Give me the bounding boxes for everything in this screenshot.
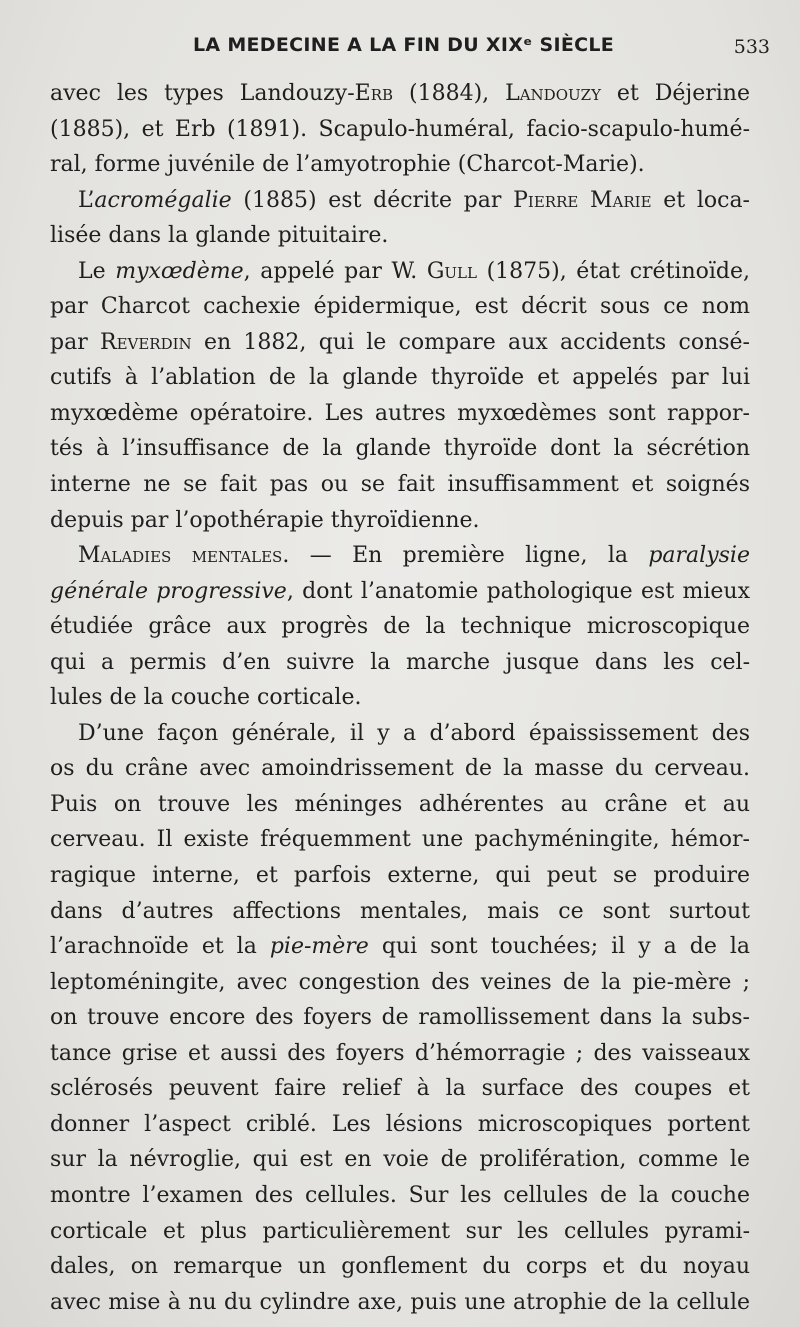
text-line xyxy=(50,1036,750,1072)
text-line xyxy=(50,858,750,894)
body-text xyxy=(50,76,750,1320)
text-line xyxy=(50,1285,750,1321)
text-line xyxy=(50,574,750,610)
text-segment: (1885), et Erb (1891). Scapulo-huméral, facio-scapulo-humé- xyxy=(50,116,750,142)
text-segment: par Charcot cachexie épidermique, est décrit sous ce nom xyxy=(50,294,750,320)
text-segment: , appelé par W. xyxy=(243,258,427,284)
text-line xyxy=(50,396,750,432)
text-segment: l’arachnoïde et la xyxy=(50,934,270,960)
text-line xyxy=(50,76,750,112)
text-segment: dans d’autres affections mentales, mais ce sont surtout xyxy=(50,898,750,924)
italic-text: paralysie xyxy=(648,543,750,569)
text-segment: donner l’aspect criblé. Les lésions microscopiques portent xyxy=(50,1111,750,1137)
text-line xyxy=(50,360,750,396)
text-line xyxy=(50,183,750,219)
text-segment: (1884), xyxy=(393,81,506,106)
text-line xyxy=(50,1142,750,1178)
text-segment: D’une façon générale, il y a d’abord épaississement des xyxy=(78,720,750,746)
running-title: LA MEDECINE A LA FIN DU XIXᵉ SIÈCLE xyxy=(193,34,615,56)
text-segment: tance grise et aussi des foyers d’hémorragie ; des vaisseaux xyxy=(50,1040,750,1066)
text-segment: étudiée grâce aux progrès de la technique microscopique xyxy=(50,614,750,640)
text-line xyxy=(50,1178,750,1214)
text-segment: os du crâne avec amoindrissement de la masse du cerveau. xyxy=(50,756,750,782)
text-segment: sclérosés peuvent faire relief à la surface des coupes et xyxy=(50,1076,750,1102)
text-segment: dales, on remarque un gonflement du corps et du noyau xyxy=(50,1254,750,1280)
text-line xyxy=(50,680,750,716)
small-caps-text: Maladies mentales xyxy=(78,543,283,569)
text-segment: interne ne se fait pas ou se fait insuffisamment et soignés xyxy=(50,472,750,498)
text-segment: qui sont touchées; il y a de la xyxy=(368,934,750,960)
text-line xyxy=(50,503,750,539)
text-line xyxy=(50,1107,750,1143)
text-segment: , dont l’anatomie pathologique est mieux xyxy=(286,578,750,604)
text-line xyxy=(50,1000,750,1036)
text-line xyxy=(50,431,750,467)
text-line xyxy=(50,147,750,183)
text-line xyxy=(50,218,750,254)
text-segment: L’ xyxy=(78,187,95,213)
italic-text: acromégalie xyxy=(94,187,232,213)
small-caps-text: Erb xyxy=(354,81,394,106)
text-segment: avec les types Landouzy- xyxy=(50,81,355,106)
text-segment: avec mise à nu du cylindre axe, puis une atrophie de la cellule xyxy=(50,1289,750,1315)
text-segment: leptoméningite, avec congestion des veines de la pie-mère ; xyxy=(50,969,750,995)
text-segment: on trouve encore des foyers de ramollissement dans la subs- xyxy=(50,1005,750,1031)
italic-text: pie-mère xyxy=(269,934,369,960)
text-segment: ragique interne, et parfois externe, qui peut se produire xyxy=(50,863,750,889)
text-segment: Puis on trouve les méninges adhérentes au crâne et au xyxy=(50,791,750,817)
small-caps-text: Reverdin xyxy=(100,329,192,355)
text-segment: depuis par l’opothérapie thyroïdienne. xyxy=(50,507,480,533)
text-segment: montre l’examen des cellules. Sur les cellules de la couche xyxy=(50,1182,750,1208)
text-line xyxy=(50,645,750,681)
text-line xyxy=(50,822,750,858)
text-segment: et Déjerine xyxy=(600,81,750,106)
text-line xyxy=(50,787,750,823)
text-line xyxy=(50,1071,750,1107)
text-line xyxy=(50,965,750,1001)
text-segment: (1875), état crétinoïde, xyxy=(476,258,750,284)
italic-text: générale progressive xyxy=(50,578,287,604)
text-line xyxy=(50,929,750,965)
page-number: 533 xyxy=(733,36,770,58)
text-segment: corticale et plus particulièrement sur les cellules pyrami- xyxy=(50,1218,750,1244)
italic-text: myxœdème xyxy=(115,258,244,284)
text-segment: Le xyxy=(78,258,116,284)
text-segment: tés à l’insuffisance de la glande thyroïde dont la sécrétion xyxy=(50,436,750,462)
text-line xyxy=(50,751,750,787)
text-line xyxy=(50,254,750,290)
text-segment: ral, forme juvénile de l’amyotrophie (Charcot-Marie). xyxy=(50,152,645,178)
text-line xyxy=(50,467,750,503)
text-segment: (1885) est décrite par xyxy=(231,187,514,213)
text-segment: cutifs à l’ablation de la glande thyroïde et appelés par lui xyxy=(50,365,750,391)
text-line xyxy=(50,1249,750,1285)
text-line xyxy=(50,716,750,752)
text-segment: par xyxy=(50,329,100,355)
small-caps-text: Pierre Marie xyxy=(513,187,652,213)
small-caps-text: Gull xyxy=(426,258,477,284)
text-segment: myxœdème opératoire. Les autres myxœdèmes sont rappor- xyxy=(50,400,750,426)
text-segment: qui a permis d’en suivre la marche jusque dans les cel- xyxy=(50,649,750,675)
text-segment: lules de la couche corticale. xyxy=(50,685,362,711)
text-segment: . — En première ligne, la xyxy=(282,543,649,569)
text-segment: et loca- xyxy=(651,187,750,213)
text-segment: cerveau. Il existe fréquemment une pachyméningite, hémor- xyxy=(50,827,750,853)
small-caps-text: Landouzy xyxy=(505,81,601,106)
text-segment: lisée dans la glande pituitaire. xyxy=(50,223,389,249)
text-line xyxy=(50,609,750,645)
text-line xyxy=(50,112,750,148)
text-line xyxy=(50,894,750,930)
text-line xyxy=(50,1214,750,1250)
text-line xyxy=(50,538,750,574)
text-segment: en 1882, qui le compare aux accidents consé- xyxy=(191,329,750,355)
text-segment: sur la névroglie, qui est en voie de prolifération, comme le xyxy=(50,1147,750,1173)
text-line xyxy=(50,325,750,361)
text-line xyxy=(50,289,750,325)
running-header xyxy=(48,34,770,64)
